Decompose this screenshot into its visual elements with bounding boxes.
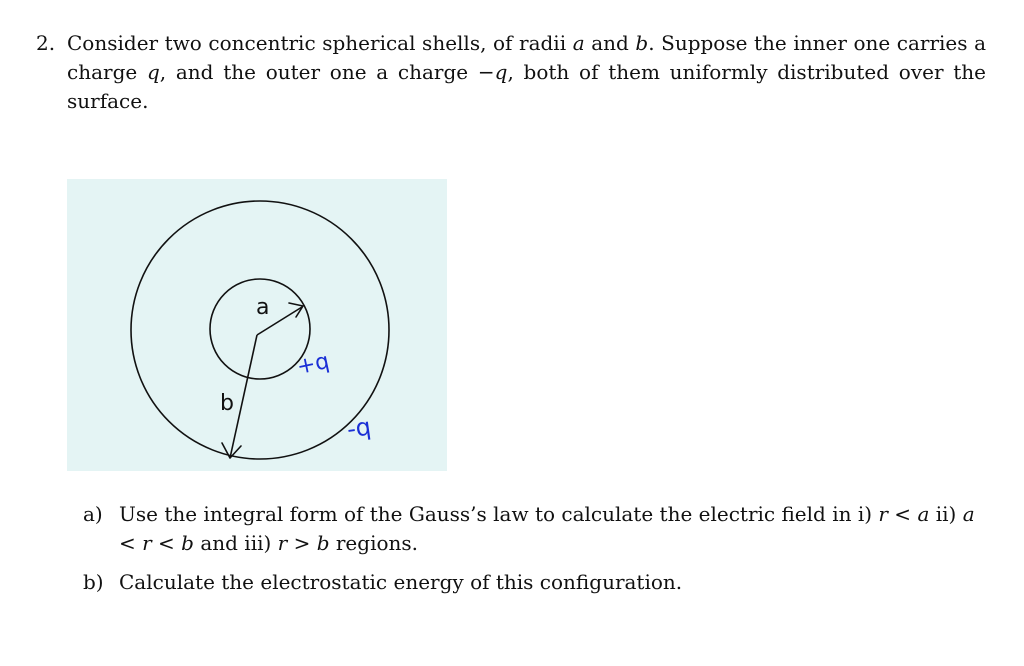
shell-diagram-drawing bbox=[67, 179, 447, 471]
problem-statement bbox=[36, 29, 986, 116]
label-a: a bbox=[256, 295, 270, 320]
part-a: a) Use the integral form of the Gauss’s law to calculate the electric field in i) r < a ii) a < r < b and iii) r > b regions. bbox=[83, 502, 975, 555]
problem-text: Consider two concentric spherical shells, of radii a and b. Suppose the inner one carries a charge q, and the outer one a charge −q, both of them uniformly distributed over the surface. bbox=[67, 31, 987, 113]
part-b-label: b) bbox=[83, 570, 104, 594]
label-plus-q: +q bbox=[294, 348, 332, 381]
part-a-label: a) bbox=[83, 502, 103, 526]
inner-shell bbox=[210, 279, 310, 379]
part-b bbox=[83, 568, 983, 597]
part-b-text: Calculate the electrostatic energy of this configuration. bbox=[119, 570, 683, 594]
problem-number: 2. bbox=[36, 31, 56, 55]
question-parts bbox=[83, 500, 983, 607]
radius-b-arrow bbox=[230, 335, 257, 458]
label-b: b bbox=[220, 391, 234, 416]
shell-diagram bbox=[67, 179, 447, 471]
label-minus-q: -q bbox=[345, 412, 373, 444]
